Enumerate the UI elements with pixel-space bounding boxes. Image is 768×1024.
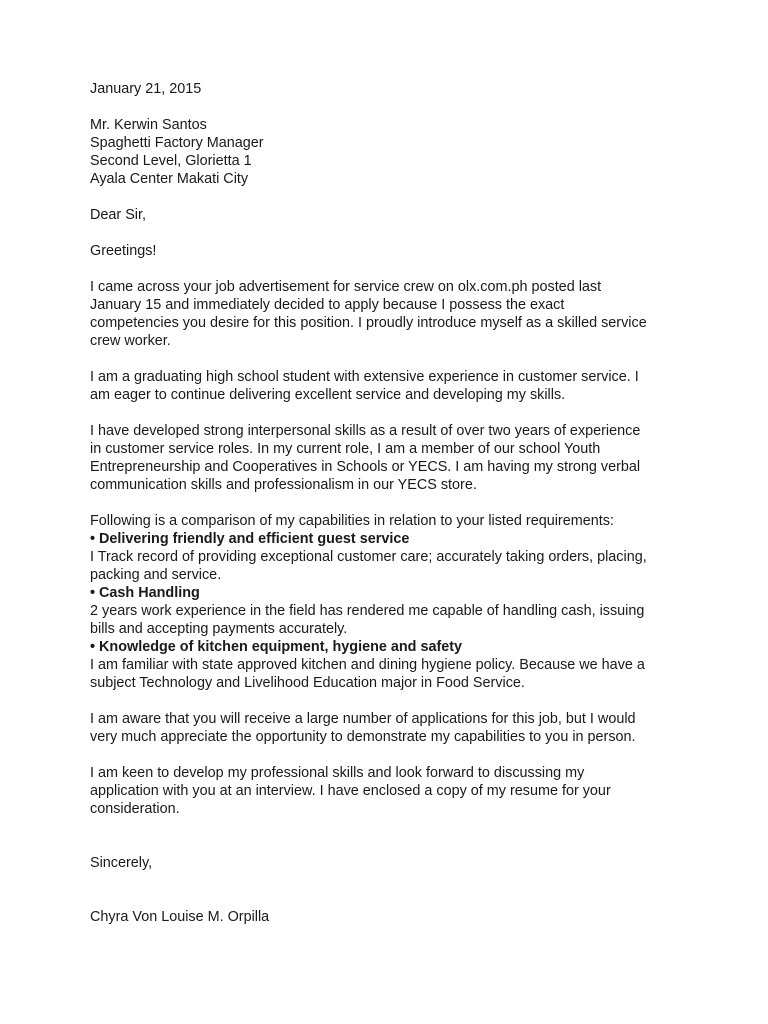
paragraph-4 — [90, 710, 690, 746]
requirement-heading-cash-handling: • Cash Handling — [90, 585, 200, 601]
paragraph-line: I am a graduating high school student with extensive experience in customer service. I — [90, 369, 639, 385]
paragraph-line: I came across your job advertisement for service crew on olx.com.ph posted last — [90, 279, 602, 295]
recipient-address-line-2: Ayala Center Makati City — [90, 171, 249, 187]
paragraph-line: I am keen to develop my professional skills and look forward to discussing my — [90, 765, 585, 781]
closing: Sincerely, — [90, 855, 153, 871]
letter-date: January 21, 2015 — [90, 81, 202, 97]
paragraph-2 — [90, 368, 690, 404]
paragraph-line: I have developed strong interpersonal skills as a result of over two years of experience — [90, 423, 641, 439]
recipient-address — [90, 116, 690, 188]
greeting: Greetings! — [90, 243, 157, 259]
paragraph-line: I am aware that you will receive a large number of applications for this job, but I would — [90, 711, 636, 727]
paragraph-line: crew worker. — [90, 333, 171, 349]
requirement-text: packing and service. — [90, 567, 222, 583]
paragraph-line: am eager to continue delivering excellent service and developing my skills. — [90, 387, 566, 403]
signature-name: Chyra Von Louise M. Orpilla — [90, 909, 270, 925]
cover-letter — [90, 80, 690, 926]
requirement-text: subject Technology and Livelihood Education major in Food Service. — [90, 675, 525, 691]
requirement-text: I Track record of providing exceptional customer care; accurately taking orders, placing, — [90, 549, 647, 565]
paragraph-5 — [90, 764, 690, 818]
paragraph-line: communication skills and professionalism in our YECS store. — [90, 477, 477, 493]
paragraph-line: very much appreciate the opportunity to demonstrate my capabilities to you in person. — [90, 729, 636, 745]
paragraph-line: Entrepreneurship and Cooperatives in Schools or YECS. I am having my strong verbal — [90, 459, 641, 475]
paragraph-line: application with you at an interview. I have enclosed a copy of my resume for your — [90, 783, 611, 799]
paragraph-line: consideration. — [90, 801, 180, 817]
requirements-section — [90, 512, 690, 692]
salutation: Dear Sir, — [90, 207, 146, 223]
recipient-title: Spaghetti Factory Manager — [90, 135, 264, 151]
paragraph-line: competencies you desire for this position. I proudly introduce myself as a skilled service — [90, 315, 647, 331]
recipient-name: Mr. Kerwin Santos — [90, 117, 207, 133]
requirement-text: 2 years work experience in the field has rendered me capable of handling cash, issuing — [90, 603, 645, 619]
requirement-text: bills and accepting payments accurately. — [90, 621, 348, 637]
requirement-text: I am familiar with state approved kitchen and dining hygiene policy. Because we have a — [90, 657, 645, 673]
paragraph-1 — [90, 278, 690, 350]
paragraph-3 — [90, 422, 690, 494]
recipient-address-line-1: Second Level, Glorietta 1 — [90, 153, 252, 169]
paragraph-line: in customer service roles. In my current role, I am a member of our school Youth — [90, 441, 601, 457]
requirements-intro: Following is a comparison of my capabilities in relation to your listed requirements: — [90, 513, 614, 529]
requirement-heading-kitchen-knowledge: • Knowledge of kitchen equipment, hygiene and safety — [90, 639, 463, 655]
paragraph-line: January 15 and immediately decided to apply because I possess the exact — [90, 297, 565, 313]
requirement-heading-guest-service: • Delivering friendly and efficient guest service — [90, 531, 410, 547]
